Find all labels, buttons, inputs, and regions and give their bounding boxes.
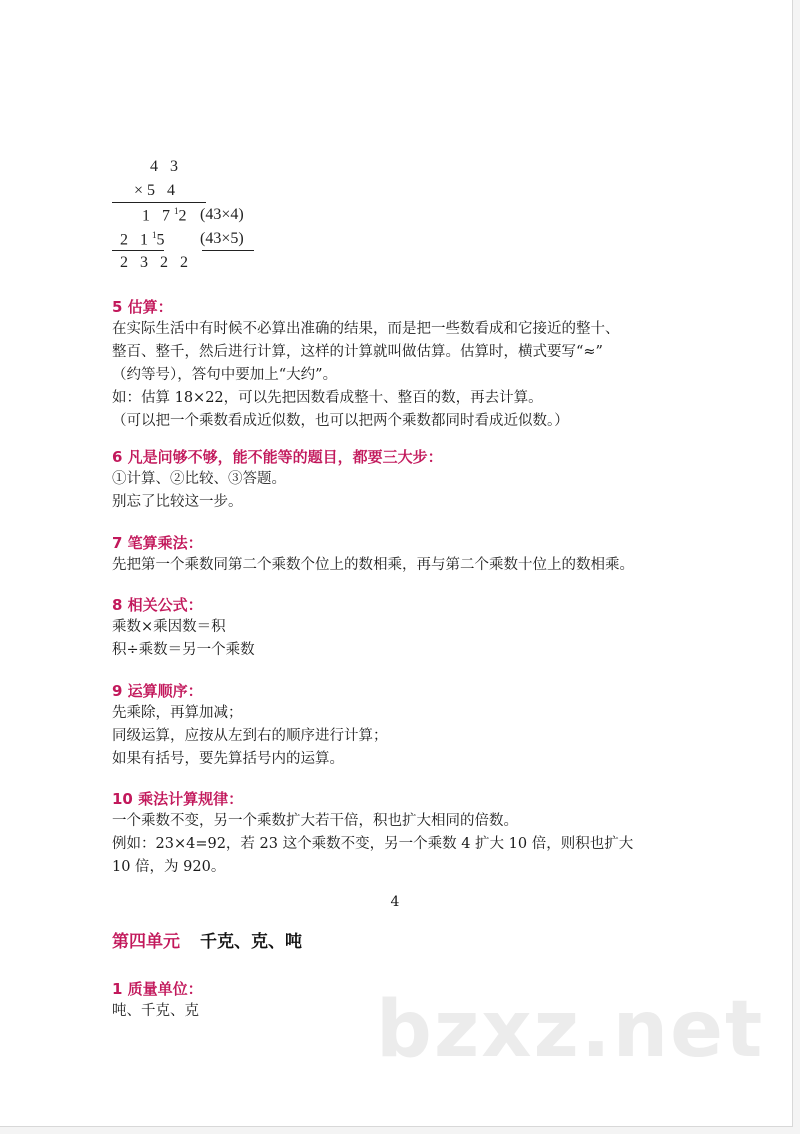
unit-topic: 千克、克、吨 bbox=[200, 932, 302, 952]
calc-rule-2 bbox=[112, 250, 164, 251]
section-line: 一个乘数不变，另一个乘数扩大若干倍，积也扩大相同的倍数。 bbox=[112, 813, 518, 829]
calc-partial-1: 1 $7^12$ bbox=[142, 206, 191, 225]
section-line: 积÷乘数＝另一个乘数 bbox=[112, 642, 255, 658]
section-estimation bbox=[112, 296, 712, 433]
section-line: 例如：23×4=92，若 23 这个乘数不变，另一个乘数 4 扩大 10 倍，则积也扩大 bbox=[112, 836, 634, 852]
unit-label: 第四单元 bbox=[112, 932, 180, 952]
calc-rule-3 bbox=[202, 250, 254, 251]
section-formulas bbox=[112, 594, 712, 662]
calc-partial-2-note: (43×5) bbox=[200, 230, 244, 247]
unit-title bbox=[112, 927, 302, 952]
section-written-multiplication bbox=[112, 532, 712, 577]
section-line: 吨、千克、克 bbox=[112, 1003, 199, 1019]
section-line: 10 倍，为 920。 bbox=[112, 859, 226, 875]
section-line: ①计算、②比较、③答题。 bbox=[112, 471, 286, 487]
section-heading: 9 运算顺序： bbox=[112, 682, 203, 700]
section-three-steps bbox=[112, 446, 712, 514]
section-line: 如：估算 18×22，可以先把因数看成整十、整百的数，再去计算。 bbox=[112, 390, 543, 406]
section-operation-order bbox=[112, 680, 712, 771]
calc-multiplicand: 4 3 bbox=[150, 158, 182, 175]
section-line: 在实际生活中有时候不必算出准确的结果，而是把一些数看成和它接近的整十、 bbox=[112, 321, 620, 337]
calc-partial-1-note: (43×4) bbox=[200, 206, 244, 223]
calc-multiplier: ×5 4 bbox=[134, 182, 180, 199]
section-line: 乘数×乘因数＝积 bbox=[112, 619, 226, 635]
section-line: 同级运算，应按从左到右的顺序进行计算； bbox=[112, 728, 388, 744]
section-line: 如果有括号，要先算括号内的运算。 bbox=[112, 751, 344, 767]
section-line: 整百、整千，然后进行计算，这样的计算就叫做估算。估算时，横式要写“≈” bbox=[112, 344, 603, 360]
section-heading: 6 凡是问够不够，能不能等的题目，都要三大步： bbox=[112, 448, 443, 466]
section-heading: 5 估算： bbox=[112, 298, 173, 316]
calc-partial-2: 2 $1^15$ bbox=[120, 230, 169, 249]
section-heading: 7 笔算乘法： bbox=[112, 534, 203, 552]
section-heading: 8 相关公式： bbox=[112, 596, 203, 614]
section-line: 先乘除，再算加减； bbox=[112, 705, 243, 721]
page-number: 4 bbox=[390, 894, 400, 910]
section-line: （约等号），答句中要加上“大约”。 bbox=[112, 367, 338, 383]
watermark: bzxz.net bbox=[376, 985, 765, 1075]
section-heading: 1 质量单位： bbox=[112, 980, 203, 998]
section-line: 先把第一个乘数同第二个乘数个位上的数相乘，再与第二个乘数十位上的数相乘。 bbox=[112, 557, 634, 573]
calc-result: 2 3 2 2 bbox=[120, 254, 192, 271]
section-heading: 10 乘法计算规律： bbox=[112, 790, 244, 808]
section-multiplication-rule bbox=[112, 788, 712, 879]
vertical-multiplication bbox=[112, 158, 312, 278]
section-line: 别忘了比较这一步。 bbox=[112, 494, 243, 510]
calc-rule-1 bbox=[112, 202, 206, 203]
section-line: （可以把一个乘数看成近似数，也可以把两个乘数都同时看成近似数。） bbox=[112, 413, 569, 429]
